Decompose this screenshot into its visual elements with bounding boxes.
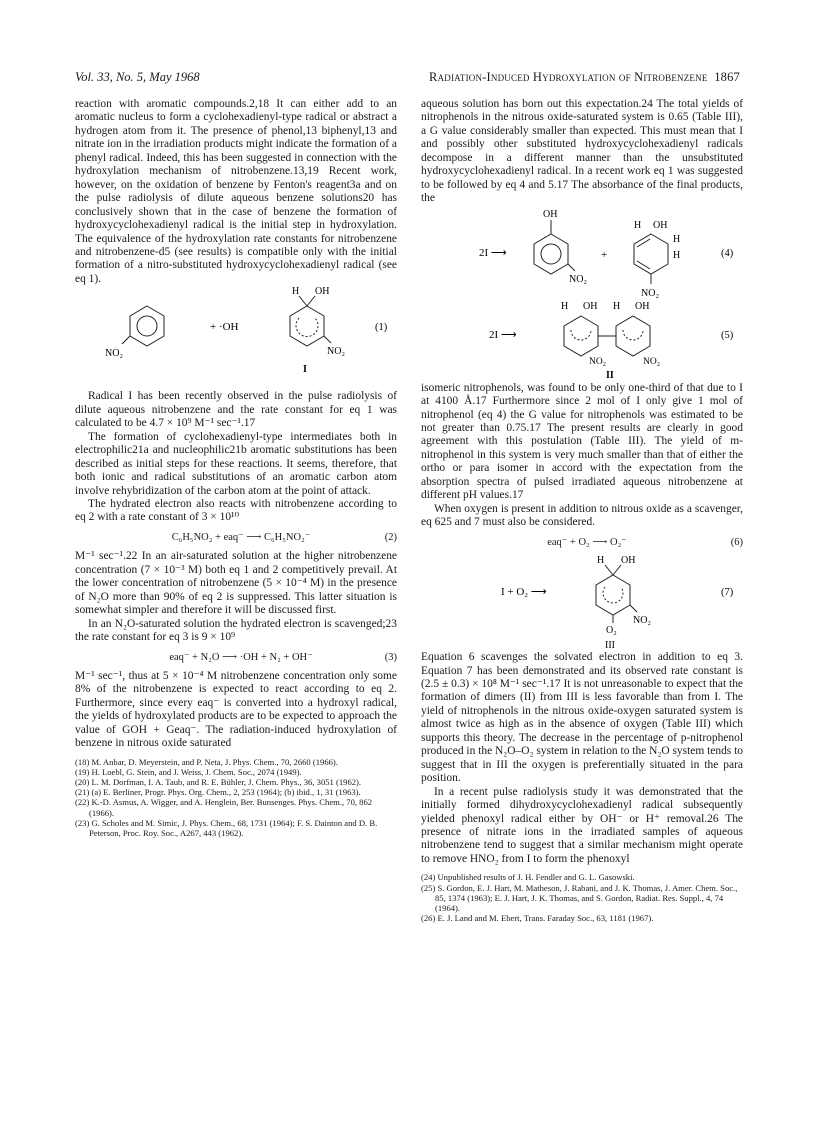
left-column (75, 98, 397, 838)
oh-label: OH (315, 286, 330, 298)
footnote: (20) L. M. Dorfman, I. A. Taub, and R. E. Bühler, J. Chem. Phys., 36, 3051 (1962). (75, 777, 362, 788)
equation-number: (2) (384, 531, 397, 543)
footnotes-right (421, 872, 743, 923)
running-header-title (429, 70, 740, 85)
no2-label: NO₂ (641, 287, 659, 299)
footnotes-left (75, 757, 397, 839)
equation-number: (7) (721, 587, 734, 599)
paragraph: Equation 6 scavenges the solvated electron in addition to eq 3. Equation 7 has been demonstrated and its observed rate constant is (2.5 ± 0.3) × 10⁸ M⁻¹ sec⁻¹.17 It is not unreasonable to expect that the formation of dimers (II) from III is less favorable than from I. The yield of nitrophenols in the nitrous oxide-oxygen saturated system is almost twice as high as in the absence of oxygen (Table III) which supports this theory. The decrease in the percentage of p-nitrophenol produced in the N₂O–O₂ system in relation to the N₂O system tends to suggest that in III the oxygen is preferentially situated in the para position. (421, 651, 743, 785)
eq4-plus: + (601, 248, 608, 261)
h-label: H (673, 249, 681, 261)
footnote: (22) K.-D. Asmus, A. Wigger, and A. Henglein, Ber. Bunsenges. Phys. Chem., 70, 862 (1966). (75, 797, 373, 818)
eq5-lhs: 2I ⟶ (489, 328, 517, 341)
h-label: H (597, 555, 605, 567)
footnote: (25) S. Gordon, E. J. Hart, M. Matheson, J. Rabani, and J. K. Thomas, J. Amer. Chem. Soc., 85, 1374 (1963); E. J. Hart, J. K. Thomas, and S. Gordon, Radiat. Res. Suppl., 4, 74 (1964). (421, 882, 738, 913)
equation-5-structures (421, 300, 743, 382)
equation-number: (6) (730, 536, 743, 548)
no2-label: NO₂ (589, 356, 607, 367)
h-label: H (561, 300, 569, 312)
paragraph: isomeric nitrophenols, was found to be only one-third of that due to I at 4100 Å.17 Furthermore since 2 mol of I only give 1 mol of nitrophenol (eq 4) the G value for nitrophenols was estimated to be not greater than 0.75.17 The present results are clearly in good agreement with this postulation (Table III). The yield of m-nitrophenol in this system is very much smaller than that of either the ortho or para isomer in accord with the expectation from the absorption spectra of pulsed irradiated aqueous nitrobenzene at different pH values.17 (421, 381, 743, 502)
eq7-lhs: I + O₂ ⟶ (501, 586, 547, 599)
o2-label: O₂ (606, 625, 617, 637)
oh-label: OH (635, 300, 650, 312)
h-label: H (634, 219, 642, 231)
oh-label: OH (583, 300, 598, 312)
footnote: (26) E. J. Land and M. Ebert, Trans. Faraday Soc., 63, 1181 (1967). (421, 913, 654, 924)
footnote: (21) (a) E. Berliner, Progr. Phys. Org. Chem., 2, 253 (1964); (b) ibid., 1, 31 (1963). (75, 787, 361, 798)
oh-label: OH (543, 208, 558, 220)
paragraph: The formation of cyclohexadienyl-type intermediates both in electrophilic21a and nucleophilic21b aromatic substitutions has been described as initial steps for these reactions. It seems, therefore, that both ionic and radical substitutions of an aromatic carbon atom involve rehybridization of the carbon atom at the point of attack. (75, 430, 397, 497)
equation-1-structures (75, 286, 397, 390)
footnote: (18) M. Anbar, D. Meyerstein, and P. Neta, J. Phys. Chem., 70, 2660 (1966). (75, 756, 338, 767)
equation-body: C₆H₅NO₂ + eaq⁻ ⟶ C₆H₅NO₂⁻ (171, 531, 311, 543)
paragraph: In a recent pulse radiolysis study it was demonstrated that the initially formed dihydroxycyclohexadienyl radical subsequently yielded phenoxyl radical either by OH⁻ or H⁺ removal.26 The presence of nitrate ions in the irradiated samples of aqueous nitrobenzene tend to suggest that a similar mechanism might operate to remove HNO₂ from I to form the phenoxyl (421, 785, 743, 865)
equation-body: eaq⁻ + O₂ ⟶ O₂⁻ (547, 536, 627, 548)
no2-label: NO₂ (105, 348, 123, 360)
footnote: (24) Unpublished results of J. H. Fendler and G. L. Gasowski. (421, 872, 635, 883)
running-header-volume: Vol. 33, No. 5, May 1968 (75, 70, 200, 84)
dimer-II-label: II (606, 369, 614, 381)
equation-4 (421, 206, 743, 300)
no2-label: NO₂ (633, 615, 651, 627)
footnote: (23) G. Scholes and M. Simic, J. Phys. Chem., 68, 1731 (1964); F. S. Dainton and D. B. Peterson, Proc. Roy. Soc., A267, 443 (1962). (75, 817, 378, 839)
paragraph: In an N₂O-saturated solution the hydrated electron is scavenged;23 the rate constant for eq 3 is 9 × 10⁹ (75, 617, 397, 644)
plus-oh-text: + ·OH (210, 321, 239, 334)
paragraph: M⁻¹ sec⁻¹.22 In an air-saturated solution at the higher nitrobenzene concentration (7 × 10⁻³ M) both eq 1 and 2 competitively prevail. At the lower concentration of nitrobenzene (5 × 10⁻⁴ M) in the presence of N₂O more than 90% of eq 2 is suppressed. This latter situation is somewhat simpler and therefore it will be discussed first. (75, 550, 397, 617)
equation-1 (75, 286, 397, 390)
equation-5 (421, 300, 743, 382)
running-title: Radiation-Induced Hydroxylation of Nitrobenzene (429, 70, 708, 84)
equation-7-structures (421, 555, 743, 651)
equation-number: (1) (375, 322, 388, 334)
no2-label: NO₂ (569, 273, 587, 285)
footnote: (19) H. Loebl, G. Stein, and J. Weiss, J. Chem. Soc., 2074 (1949). (75, 766, 302, 777)
paragraph: aqueous solution has born out this expectation.24 The total yields of nitrophenols in the nitrous oxide-saturated system is 0.65 (Table III), a G value considerably smaller than expected. This must mean that I and possibly other substituted hydroxycyclohexadienyl radicals decompose in a different manner than the unsubstituted hydroxycyclohexadienyl radical. In a recent work eq 1 was suggested to be followed by eq 4 and 5.17 The absorbance of the final products, the (421, 98, 743, 205)
paragraph: The hydrated electron also reacts with nitrobenzene according to eq 2 with a rate constant of 3 × 10¹⁰ (75, 497, 397, 524)
paragraph: When oxygen is present in addition to nitrous oxide as a scavenger, eq 625 and 7 must also be considered. (421, 502, 743, 529)
paragraph: M⁻¹ sec⁻¹, thus at 5 × 10⁻⁴ M nitrobenzene concentration only some 8% of the nitrobenzene is expected to react according to eq 2. Furthermore, since every eaq⁻ is converted into a hydroxyl radical, the yields of hydroxylated products are to be expected to approach the value of GOH + Geaq⁻. The radiation-induced hydroxylation of benzene in nitrous oxide saturated (75, 669, 397, 750)
h-label: H (673, 233, 681, 245)
equation-3 (75, 651, 397, 664)
no2-label: NO₂ (327, 346, 345, 358)
radical-I-label: I (303, 364, 307, 376)
page-number: 1867 (714, 70, 740, 84)
equation-number: (3) (384, 651, 397, 663)
h-label: H (613, 300, 621, 312)
equation-7 (421, 555, 743, 651)
paragraph: Radical I has been recently observed in the pulse radiolysis of dilute aqueous nitrobenzene and the rate constant for eq 1 was calculated to be 4.7 × 10⁹ M⁻¹ sec⁻¹.17 (75, 390, 397, 430)
equation-2 (75, 531, 397, 544)
oh-label: OH (621, 555, 636, 567)
equation-number: (4) (721, 247, 734, 259)
h-label: H (292, 286, 300, 298)
equation-body: eaq⁻ + N₂O ⟶ ·OH + N₂ + OH⁻ (169, 651, 313, 663)
equation-6 (421, 536, 743, 549)
eq4-lhs: 2I ⟶ (479, 246, 507, 259)
paragraph: reaction with aromatic compounds.2,18 It can either add to an aromatic nucleus to form a cyclohexadienyl-type radical or abstract a hydrogen atom from it. The presence of phenol,13 biphenyl,13 and nitrate ion in the irradiation products might indicate the formation of a phenyl radical. Indeed, this has been suggested in connection with the hydroxylation mechanism of nitrobenzene.13,19 Recent work, however, on the oxidation of benzene by Fenton's reagent3a and on the pulse radiolysis of dilute aqueous benzene solutions20 has conclusively shown that in the case of benzene the formation of hydroxycyclohexadienyl radical is the initial step in hydroxylation. The equivalence of the hydroxylation rate constants for nitrobenzene and nitrobenzene-d5 (see results) is compatible only with the initial formation of a nitro-substituted hydroxycyclohexadienyl radical (see eq 1). (75, 98, 397, 285)
right-column (421, 98, 743, 923)
oh-label: OH (653, 219, 668, 231)
equation-number: (5) (721, 329, 734, 341)
radical-III-label: III (605, 640, 615, 652)
equation-4-structures (421, 206, 743, 300)
no2-label: NO₂ (643, 356, 661, 367)
